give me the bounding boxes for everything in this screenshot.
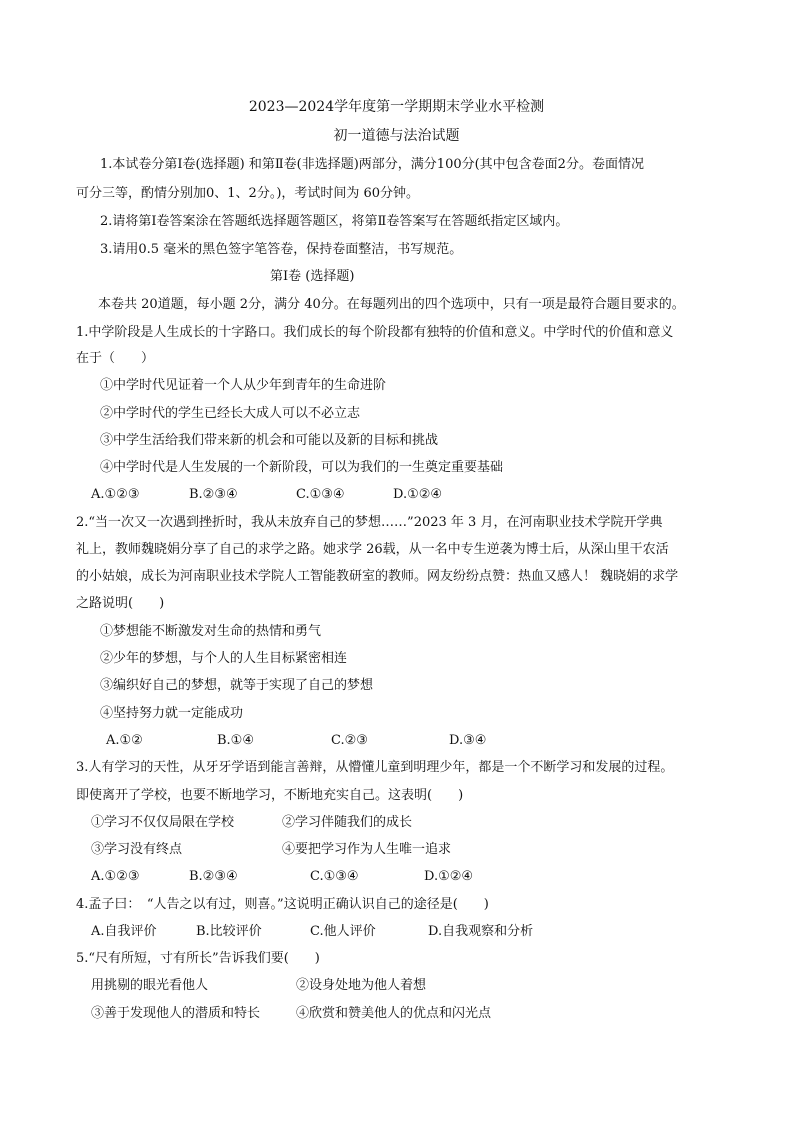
section-title: 第Ⅰ卷 (选择题) bbox=[270, 269, 355, 284]
question-5-statement: ②设身处地为他人着想 bbox=[296, 978, 427, 993]
section-note: 本卷共 20道题，每小题 2分，满分 40分。在每题列出的四个选项中，只有一项是最符合题目要求的。 bbox=[98, 297, 685, 312]
question-3-choice-d[interactable]: D.①②④ bbox=[424, 869, 474, 884]
exam-subtitle: 初一道德与法治试题 bbox=[333, 128, 460, 144]
question-1-stem: 在于（ ） bbox=[76, 351, 155, 366]
question-1-statement: ②中学时代的学生已经长大成人可以不必立志 bbox=[100, 406, 361, 421]
question-4-choice-a[interactable]: A.自我评价 bbox=[91, 924, 157, 939]
question-3-choice-a[interactable]: A.①②③ bbox=[91, 869, 140, 884]
question-2-stem: 之路说明( ) bbox=[76, 596, 165, 611]
question-1-statement: ④中学时代是人生发展的一个新阶段，可以为我们的一生奠定重要基础 bbox=[100, 460, 504, 475]
question-1-stem: 1.中学阶段是人生成长的十字路口。我们成长的每个阶段都有独特的价值和意义。中学时代的价值和意义 bbox=[76, 325, 674, 340]
question-1-choice-b[interactable]: B.②③④ bbox=[189, 487, 238, 502]
question-2-statement: ③编织好自己的梦想，就等于实现了自己的梦想 bbox=[100, 678, 374, 693]
question-1-choice-c[interactable]: C.①③④ bbox=[296, 487, 345, 502]
instruction-line: 1.本试卷分第Ⅰ卷(选择题) 和第Ⅱ卷(非选择题)两部分，满分100分(其中包含卷面2分。卷面情况 bbox=[100, 157, 644, 172]
question-3-statement: ④要把学习作为人生唯一追求 bbox=[282, 842, 452, 857]
instruction-line: 2.请将第Ⅰ卷答案涂在答题纸选择题答题区，将第Ⅱ卷答案写在答题纸指定区域内。 bbox=[100, 214, 569, 229]
question-4-stem: 4.孟子曰： “人告之以有过，则喜。”这说明正确认识自己的途径是( ) bbox=[76, 897, 489, 912]
question-3-stem: 即使离开了学校，也要不断地学习，不断地充实自己。这表明( ) bbox=[76, 788, 464, 803]
question-5-statement: ③善于发现他人的潜质和特长 bbox=[91, 1006, 261, 1021]
question-4-choice-d[interactable]: D.自我观察和分析 bbox=[428, 924, 534, 939]
question-2-stem: 礼上，教师魏晓娟分享了自己的求学之路。她求学 26载，从一名中专生逆袭为博士后，从深山里干农活 bbox=[76, 542, 669, 557]
question-2-stem: 2.“当一次又一次遇到挫折时，我从未放弃自己的梦想……”2023 年 3 月，在河南职业技术学院开学典 bbox=[76, 515, 663, 530]
question-1-choice-a[interactable]: A.①②③ bbox=[91, 487, 140, 502]
question-2-statement: ①梦想能不断激发对生命的热情和勇气 bbox=[100, 624, 322, 639]
question-3-statement: ②学习伴随我们的成长 bbox=[282, 815, 413, 830]
instruction-line: 3.请用0.5 毫米的黑色签字笔答卷，保持卷面整洁，书写规范。 bbox=[100, 242, 463, 257]
question-2-choice-d[interactable]: D.③④ bbox=[449, 733, 487, 748]
question-5-statement: 用挑剔的眼光看他人 bbox=[91, 978, 209, 993]
question-3-choice-b[interactable]: B.②③④ bbox=[189, 869, 238, 884]
question-2-statement: ②少年的梦想，与个人的人生目标紧密相连 bbox=[100, 651, 348, 666]
question-1-statement: ①中学时代见证着一个人从少年到青年的生命进阶 bbox=[100, 378, 387, 393]
question-5-statement: ④欣赏和赞美他人的优点和闪光点 bbox=[296, 1006, 492, 1021]
question-1-statement: ③中学生活给我们带来新的机会和可能以及新的目标和挑战 bbox=[100, 433, 439, 448]
question-1-choice-d[interactable]: D.①②④ bbox=[393, 487, 443, 502]
question-5-stem: 5.“尺有所短，寸有所长”告诉我们要( ) bbox=[76, 951, 320, 966]
question-2-choice-c[interactable]: C.②③ bbox=[331, 733, 368, 748]
question-2-stem: 的小姑娘，成长为河南职业技术学院人工智能教研室的教师。网友纷纷点赞：热血又感人！ 魏晓娟的求学 bbox=[76, 569, 679, 584]
question-3-stem: 3.人有学习的天性，从牙牙学语到能言善辩，从懵懂儿童到明理少年，都是一个不断学习和发展的过程。 bbox=[76, 760, 674, 775]
question-3-statement: ①学习不仅仅局限在学校 bbox=[91, 815, 235, 830]
question-2-choice-b[interactable]: B.①④ bbox=[217, 733, 254, 748]
question-3-choice-c[interactable]: C.①③④ bbox=[310, 869, 359, 884]
question-4-choice-b[interactable]: B.比较评价 bbox=[196, 924, 262, 939]
question-3-statement: ③学习没有终点 bbox=[91, 842, 183, 857]
exam-title: 2023—2024学年度第一学期期末学业水平检测 bbox=[248, 99, 545, 115]
question-2-choice-a[interactable]: A.①② bbox=[106, 733, 143, 748]
question-4-choice-c[interactable]: C.他人评价 bbox=[310, 924, 376, 939]
question-2-statement: ④坚持努力就一定能成功 bbox=[100, 706, 244, 721]
instruction-line: 可分三等，酌情分别加0、1、2分。)，考试时间为 60分钟。 bbox=[76, 186, 420, 201]
